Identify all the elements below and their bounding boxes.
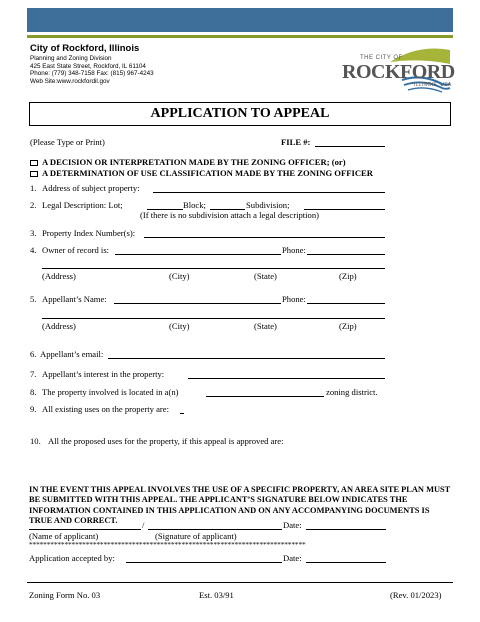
option-decision-checkbox[interactable] — [30, 160, 38, 166]
logo-top-text: THE CITY OF — [360, 55, 403, 61]
accepted-by-label: Application accepted by: — [29, 553, 115, 563]
field-6-label: Appellant’s email: — [40, 349, 104, 359]
field-9-label: All existing uses on the property are: — [42, 404, 169, 414]
accepted-by-field[interactable] — [126, 562, 282, 563]
footer-rule — [27, 582, 453, 583]
appellant-zip-label: (Zip) — [339, 321, 357, 331]
subject-address-field[interactable] — [153, 192, 385, 193]
page-title: APPLICATION TO APPEAL — [29, 102, 451, 126]
applicant-name-caption: (Name of applicant) — [29, 531, 99, 541]
owner-zip-label: (Zip) — [339, 271, 357, 281]
appellant-email-field[interactable] — [108, 358, 385, 359]
phone-fax: Phone: (779) 348-7158 Fax: (815) 967-4243 — [30, 70, 154, 78]
field-4-label: Owner of record is: — [42, 245, 110, 255]
field-8-label: The property involved is located in a(n) — [42, 387, 179, 397]
header-rule — [27, 35, 453, 38]
block-label: Block; — [183, 200, 206, 210]
appellant-address-field[interactable] — [42, 318, 385, 319]
subdivision-label: Subdivision; — [246, 200, 290, 210]
field-8-number: 8. — [30, 387, 37, 397]
field-1-number: 1. — [30, 183, 37, 193]
subdivision-note: (If there is no subdivision attach a legal description) — [140, 210, 319, 220]
appellant-phone-field[interactable] — [307, 303, 385, 304]
pin-field[interactable] — [144, 237, 385, 238]
field-7-number: 7. — [30, 369, 37, 379]
owner-phone-label: Phone: — [282, 245, 306, 255]
applicant-name-field[interactable] — [29, 529, 141, 530]
owner-state-label: (State) — [254, 271, 277, 281]
separator-stars: ****************************************************************************** — [29, 540, 306, 549]
field-5-label: Appellant’s Name: — [42, 294, 107, 304]
option-classification-checkbox[interactable] — [30, 171, 38, 177]
website: Web Site:www.rockfordil.gov — [30, 77, 110, 85]
office-address: 425 East State Street, Rockford, IL 61104 — [30, 62, 146, 70]
header-bar — [27, 8, 453, 32]
field-3-number: 3. — [30, 228, 37, 238]
appellant-phone-label: Phone: — [282, 294, 306, 304]
field-10-number: 10. — [30, 436, 41, 446]
field-4-number: 4. — [30, 245, 37, 255]
field-2-number: 2. — [30, 200, 37, 210]
field-2-label: Legal Description: Lot; — [42, 200, 123, 210]
option-classification-label: A DETERMINATION OF USE CLASSIFICATION MADE BY THE ZONING OFFICER — [42, 168, 373, 178]
field-1-label: Address of subject property: — [42, 183, 140, 193]
applicant-signature-field[interactable] — [148, 529, 282, 530]
field-6-number: 6. — [30, 349, 37, 359]
zoning-district-field[interactable] — [206, 396, 324, 397]
owner-address-field[interactable] — [42, 268, 385, 269]
footer-revision: (Rev. 01/2023) — [390, 590, 442, 600]
site-plan-warning: IN THE EVENT THIS APPEAL INVOLVES THE USE OF A SPECIFIC PROPERTY, AN AREA SITE PLAN MUST BE SUBMITTED WITH THIS APPEAL. THE APPLICANT’S SIGNATURE BELOW INDICATES THE INFORMATION CONTAINED IN THIS APPLICATION AND ON ANY ACCOMPANYING DOCUMENTS IS TRUE AND CORRECT. — [29, 485, 451, 525]
appellant-city-label: (City) — [169, 321, 190, 331]
file-number-label: FILE #: — [281, 137, 311, 147]
division-name: Planning and Zoning Division — [30, 55, 112, 62]
signature-date-field[interactable] — [306, 529, 386, 530]
owner-phone-field[interactable] — [307, 254, 385, 255]
file-number-field[interactable] — [315, 146, 385, 147]
interest-field[interactable] — [188, 378, 385, 379]
field-3-label: Property Index Number(s): — [42, 228, 136, 238]
option-decision-label: A DECISION OR INTERPRETATION MADE BY THE ZONING OFFICER; (or) — [42, 157, 346, 167]
field-10-label: All the proposed uses for the property, if this appeal is approved are: — [48, 436, 284, 446]
footer-established: Est. 03/91 — [199, 590, 234, 600]
owner-name-field[interactable] — [115, 254, 281, 255]
footer-form-number: Zoning Form No. 03 — [29, 590, 101, 600]
accepted-date-label: Date: — [283, 553, 302, 563]
rockford-logo — [340, 42, 455, 96]
signature-slash: / — [142, 520, 145, 530]
field-5-number: 5. — [30, 294, 37, 304]
instructions: (Please Type or Print) — [30, 137, 105, 147]
zoning-suffix: zoning district. — [326, 387, 378, 397]
field-9-number: 9. — [30, 404, 37, 414]
appellant-address-label: (Address) — [42, 321, 76, 331]
accepted-date-field[interactable] — [306, 562, 386, 563]
applicant-signature-caption: (Signature of applicant) — [155, 531, 237, 541]
owner-city-label: (City) — [169, 271, 190, 281]
logo-name: ROCKFORD — [342, 61, 455, 83]
field-7-label: Appellant’s interest in the property: — [42, 369, 165, 379]
signature-date-label: Date: — [283, 520, 302, 530]
appellant-name-field[interactable] — [114, 303, 281, 304]
logo-bottom-text: ILLINOIS, USA — [414, 82, 452, 88]
existing-uses-field[interactable] — [180, 413, 184, 414]
owner-address-label: (Address) — [42, 271, 76, 281]
appellant-state-label: (State) — [254, 321, 277, 331]
city-name: City of Rockford, Illinois — [30, 43, 140, 54]
